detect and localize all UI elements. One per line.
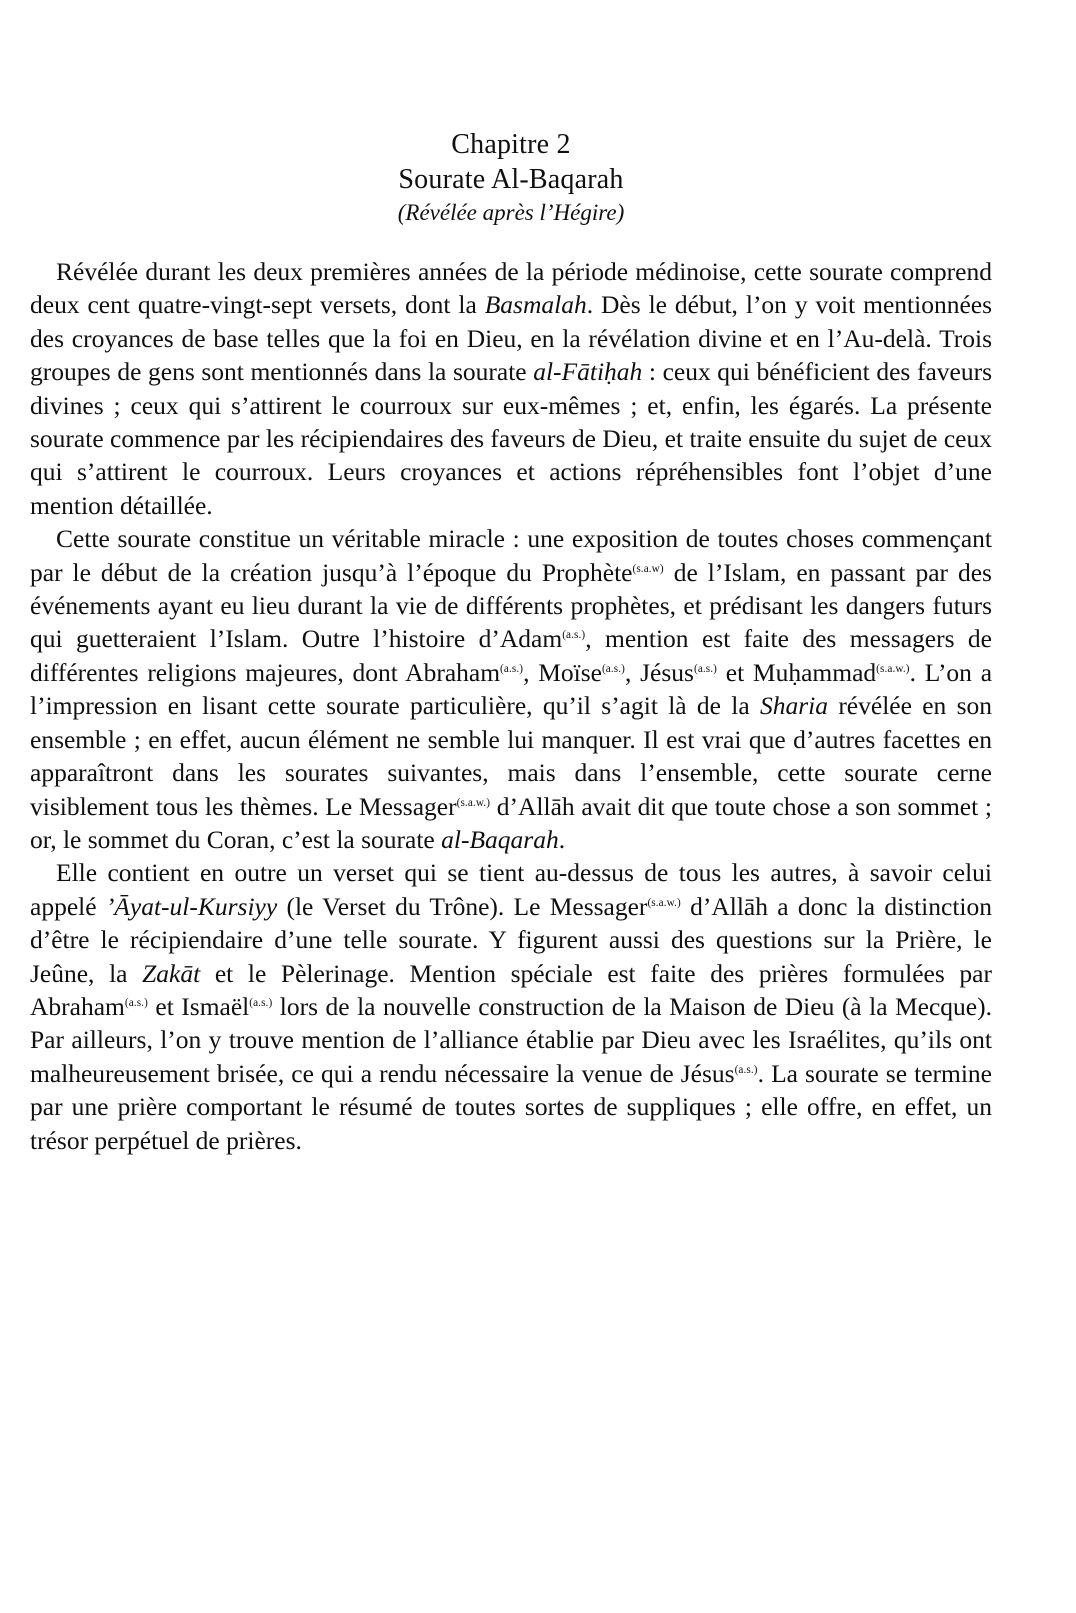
p2-segment-a: Cette sourate constitue un véritable miracle : une exposition de toutes choses commençant par le début de la création jusqu’à l’époque du Prophète bbox=[30, 524, 992, 587]
p2-segment-d: , Moïse bbox=[523, 657, 602, 687]
honorific-saw-messager: (s.a.w.) bbox=[456, 796, 491, 809]
term-sharia: Sharia bbox=[760, 691, 829, 721]
honorific-saw-messager-2: (s.a.w.) bbox=[647, 896, 681, 909]
p3-segment-e: et Ismaël bbox=[147, 991, 250, 1021]
term-basmalah: Basmalah bbox=[484, 290, 587, 320]
p2-segment-g: . L’on a l’impression en lisant cette sourate particulière, qu’il s’agit là de la bbox=[30, 657, 993, 721]
p2-segment-h: révélée en son ensemble ; en effet, aucun élément ne semble lui manquer. Il est vrai que d’autres facettes en apparaîtront dans les sourates suivantes, mais dans l’ensemble, cette sourate cerne visiblement tous les thèmes. Le Messager bbox=[30, 691, 992, 821]
p3-segment-a: Elle contient en outre un verset qui se tient au-dessus de tous les autres, à savoir celui appelé bbox=[30, 858, 992, 921]
revelation-note: (Révélée après l’Hégire) bbox=[397, 200, 625, 225]
honorific-as-abraham: (a.s.) bbox=[500, 662, 524, 675]
paragraph-2 bbox=[30, 522, 992, 856]
chapter-number-label: Chapitre 2 bbox=[451, 129, 571, 160]
p3-segment-g: . La sourate se termine par une prière comportant le résumé de toutes sortes de suppliques ; elle offre, en effet, un trésor perpétuel de prières. bbox=[30, 1058, 993, 1155]
term-al-fatihah: al-Fātiḥah bbox=[533, 357, 643, 387]
p1-segment-c: : ceux qui bénéficient des faveurs divines ; ceux qui s’attirent le courroux sur eux-mêmes ; et, enfin, les égarés. La présente sourate commence par les récipiendaires des faveurs de Dieu, et traite ensuite du sujet de ceux qui s’attirent le courroux. Leurs croyances et actions répréhensibles font l’objet d’une mention détaillée. bbox=[30, 357, 992, 520]
body-text bbox=[30, 255, 992, 1157]
term-zakat: Zakāt bbox=[142, 958, 201, 988]
p2-segment-j: d’Allāh avait dit que toute chose a son sommet ; or, le sommet du Coran, c’est la sourate bbox=[30, 791, 992, 854]
p2-segment-c: , mention est faite des messagers de différentes religions majeures, dont Abraham bbox=[30, 624, 992, 687]
p1-segment-a: Révélée durant les deux premières années de la période médinoise, cette sourate comprend deux cent quatre-vingt-sept versets, dont la bbox=[30, 257, 992, 320]
term-al-baqarah: al-Baqarah bbox=[441, 824, 559, 854]
p2-segment-b: de l’Islam, en passant par des événements ayant eu lieu durant la vie de différents prophètes, et prédisant les dangers futurs qui guetteraient l’Islam. Outre l’histoire d’Adam bbox=[30, 557, 992, 654]
p3-segment-d: et le Pèlerinage. Mention spéciale est faite des prières formulées par Abraham bbox=[30, 958, 992, 1021]
p2-segment-k: . bbox=[558, 824, 566, 854]
honorific-saw-prophete: (s.a.w) bbox=[632, 562, 664, 575]
surah-title: Sourate Al-Baqarah bbox=[398, 164, 624, 195]
page-content bbox=[30, 128, 992, 1157]
p2-segment-e: , Jésus bbox=[625, 657, 694, 687]
honorific-as-jesus: (a.s.) bbox=[693, 662, 718, 675]
honorific-as-jesus-2: (a.s.) bbox=[734, 1063, 758, 1076]
p3-segment-c: d’Allāh a donc la distinction d’être le récipiendaire d’une telle sourate. Y figurent aussi des questions sur la Prière, le Jeûne, la bbox=[30, 891, 993, 988]
honorific-as-abraham-2: (a.s.) bbox=[124, 996, 148, 1009]
honorific-as-moise: (a.s.) bbox=[601, 662, 625, 675]
chapter-heading bbox=[30, 128, 992, 229]
p1-segment-b: . Dès le début, l’on y voit mentionnées des croyances de base telles que la foi en Dieu, en la révélation divine et en l’Au-delà. Trois groupes de gens sont mentionnés dans la sourate bbox=[30, 290, 993, 387]
p2-segment-f: et Muḥammad bbox=[717, 657, 877, 687]
p3-segment-f: lors de la nouvelle construction de la Maison de Dieu (à la Mecque). Par ailleurs, l’on y trouve mention de l’alliance établie par Dieu avec les Israélites, qu’ils ont malheureusement brisée, ce qui a rendu nécessaire la venue de Jésus bbox=[30, 991, 992, 1088]
honorific-saw-muhammad: (s.a.w.) bbox=[876, 662, 910, 675]
honorific-as-adam: (a.s.) bbox=[562, 629, 586, 642]
term-ayat-ul-kursiyy: ’Āyat-ul-Kursiyy bbox=[105, 891, 278, 921]
paragraph-1 bbox=[30, 255, 992, 522]
p3-segment-b: (le Verset du Trône). Le Messager bbox=[277, 891, 648, 921]
paragraph-3 bbox=[30, 856, 992, 1157]
honorific-as-ismael: (a.s.) bbox=[249, 996, 273, 1009]
